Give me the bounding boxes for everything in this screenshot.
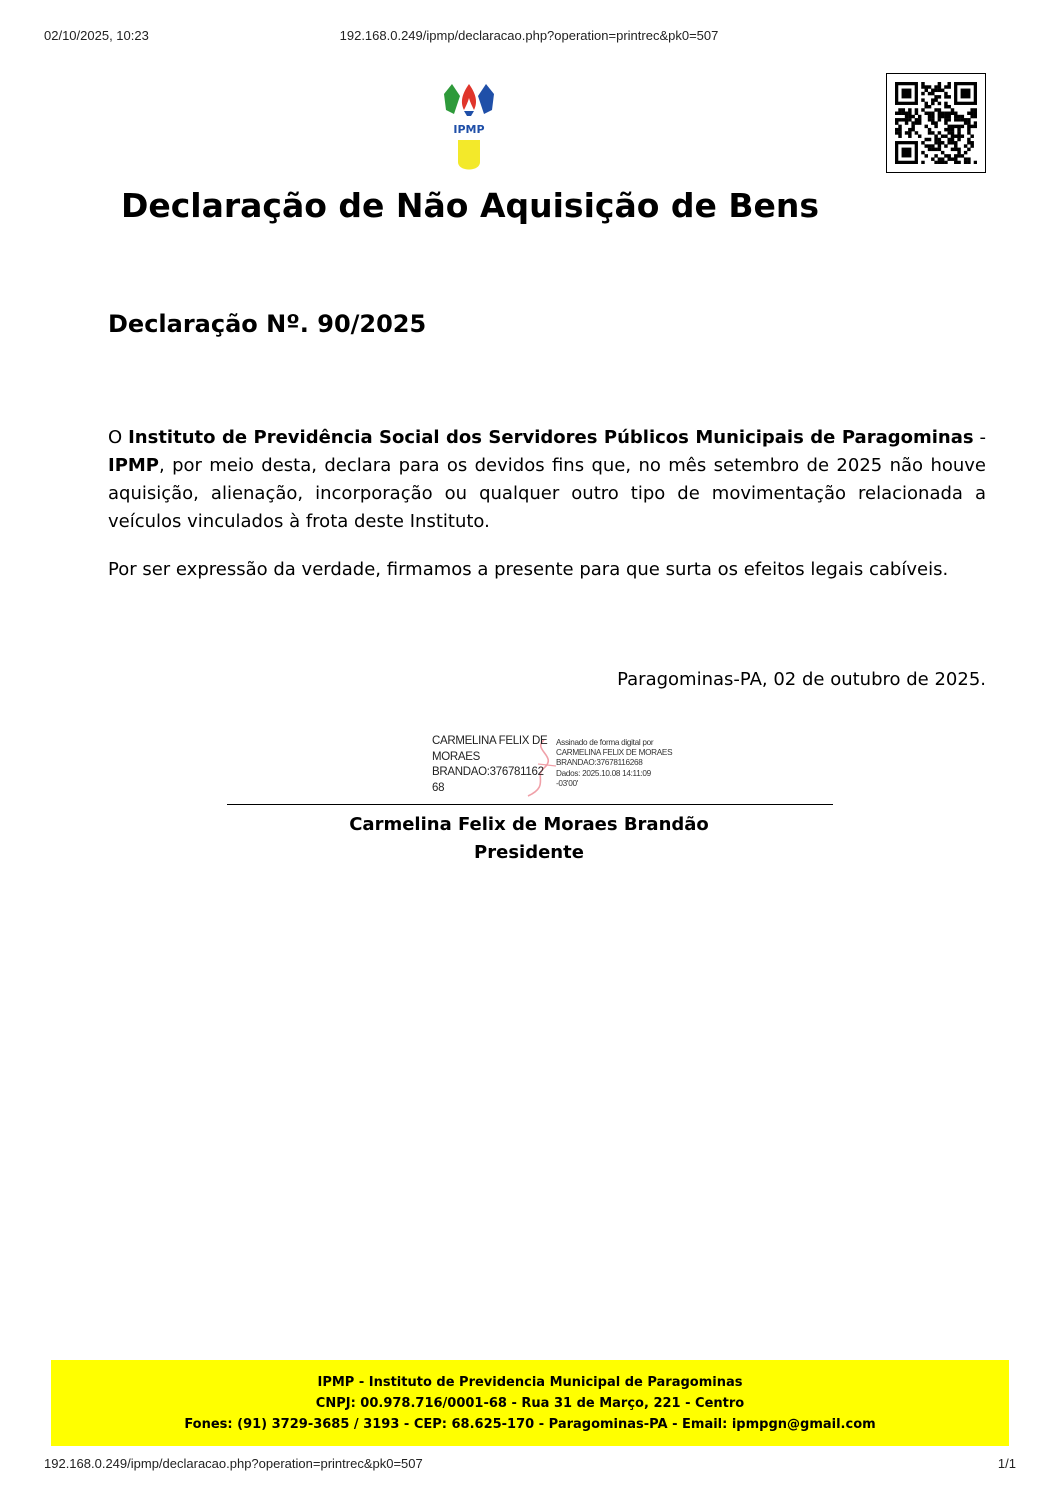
signature-name: CARMELINA FELIX DE MORAES BRANDAO:376781162 68 bbox=[432, 735, 548, 794]
signer-role: Presidente bbox=[474, 842, 584, 863]
print-datetime: 02/10/2025, 10:23 bbox=[44, 28, 149, 43]
institute-acronym: IPMP bbox=[108, 455, 159, 476]
logo-green-leaf bbox=[444, 84, 460, 114]
body-rest: , por meio desta, declara para os devidos fins que, no mês setembro de 2025 não houve aquisição, alienação, incorporação ou qualquer outro tipo de movimentação relacionada a veículos vinculados à frota deste Instituto. bbox=[108, 455, 986, 532]
declaration-body bbox=[108, 424, 986, 536]
logo-flame bbox=[462, 84, 476, 110]
logo-text: IPMP bbox=[453, 123, 485, 136]
page-count: 1/1 bbox=[997, 1456, 1016, 1471]
footer-line-2: CNPJ: 00.978.716/0001-68 - Rua 31 de Março, 221 - Centro bbox=[315, 1396, 745, 1411]
body-paragraph-1 bbox=[108, 424, 986, 536]
body-paragraph-2: Por ser expressão da verdade, firmamos a presente para que surta os efeitos legais cabíveis. bbox=[108, 559, 949, 580]
signer-name: Carmelina Felix de Moraes Brandão bbox=[349, 814, 709, 835]
logo-yellow-base bbox=[458, 140, 480, 170]
body-intro: O bbox=[108, 427, 129, 448]
institute-name: Instituto de Previdência Social dos Servidores Públicos Municipais de Paragominas bbox=[128, 427, 974, 448]
place-and-date: Paragominas-PA, 02 de outubro de 2025. bbox=[617, 669, 986, 690]
signature-details: Assinado de forma digital por CARMELINA FELIX DE MORAES BRANDAO:37678116268 Dados: 2025.10.08 14:11:09 -03'00' bbox=[556, 738, 673, 788]
declaration-number: Declaração Nº. 90/2025 bbox=[108, 310, 427, 338]
document-title: Declaração de Não Aquisição de Bens bbox=[120, 186, 820, 225]
digital-signature bbox=[432, 734, 692, 804]
ipmp-logo bbox=[438, 78, 500, 172]
print-url-footer: 192.168.0.249/ipmp/declaracao.php?operation=printrec&pk0=507 bbox=[44, 1456, 423, 1471]
institution-footer bbox=[51, 1360, 1009, 1446]
logo-blue-leaf bbox=[478, 84, 494, 114]
qr-code bbox=[886, 73, 986, 173]
body-dash: - bbox=[973, 427, 986, 448]
footer-line-1: IPMP - Instituto de Previdencia Municipal de Paragominas bbox=[317, 1375, 743, 1390]
print-url-header: 192.168.0.249/ipmp/declaracao.php?operation=printrec&pk0=507 bbox=[339, 28, 719, 43]
signature-line bbox=[227, 804, 833, 805]
footer-line-3: Fones: (91) 3729-3685 / 3193 - CEP: 68.625-170 - Paragominas-PA - Email: ipmpgn@gmail.com bbox=[184, 1417, 876, 1432]
